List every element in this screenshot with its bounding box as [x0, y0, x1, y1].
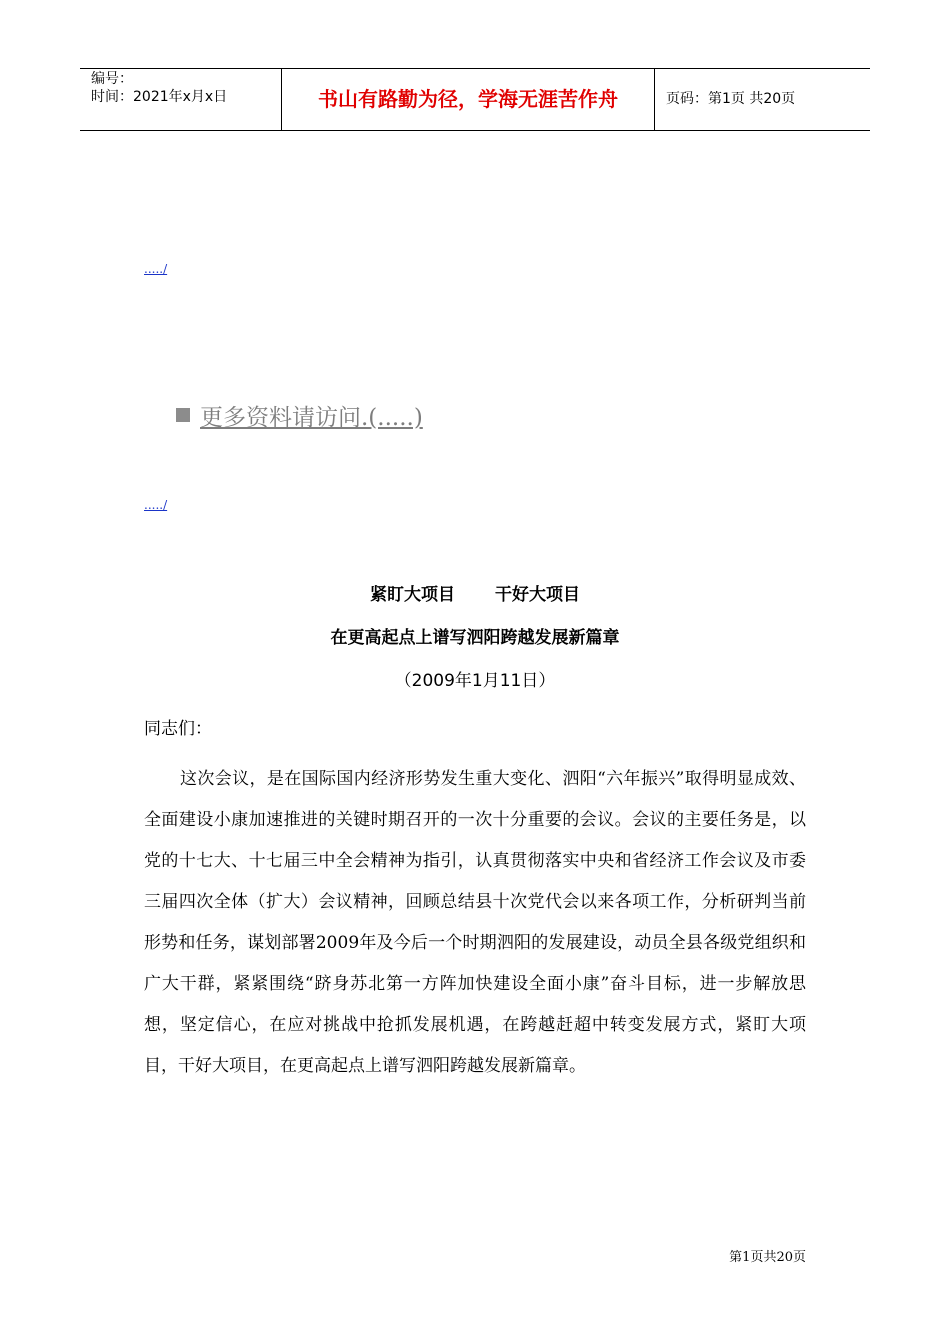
title-part1: 紧盯大项目: [370, 585, 455, 605]
header-table: [80, 68, 870, 131]
salutation: 同志们：: [144, 719, 212, 739]
more-info-link[interactable]: 更多资料请访问.(.....): [200, 405, 423, 431]
square-bullet-icon: [176, 408, 190, 422]
page-footer: 第1页共20页: [729, 1250, 806, 1265]
title-part2: 干好大项目: [495, 585, 580, 605]
top-link[interactable]: ...../: [144, 262, 168, 276]
document-subtitle: 在更高起点上谱写泗阳跨越发展新篇章: [330, 628, 620, 648]
more-info-line: [176, 402, 423, 434]
time-label: 时间：2021年x月x日: [91, 89, 228, 105]
motto: 书山有路勤为径，学海无涯苦作舟: [318, 87, 618, 111]
bottom-link[interactable]: ...../: [144, 498, 168, 512]
number-label: 编号：: [91, 71, 133, 87]
document-date: （2009年1月11日）: [394, 671, 556, 691]
document-title: [0, 580, 950, 605]
header-meta-cell: [80, 69, 282, 130]
header-motto-cell: [282, 69, 655, 130]
body-paragraph: 这次会议，是在国际国内经济形势发生重大变化、泗阳“六年振兴”取得明显成效、全面建设小康加速推进的关键时期召开的一次十分重要的会议。会议的主要任务是，以党的十七大、十七届三中全会精神为指引，认真贯彻落实中央和省经济工作会议及市委三届四次全体（扩大）会议精神，回顾总结县十次党代会以来各项工作，分析研判当前形势和任务，谋划部署2009年及今后一个时期泗阳的发展建设，动员全县各级党组织和广大干群，紧紧围绕“跻身苏北第一方阵加快建设全面小康”奋斗目标，进一步解放思想，坚定信心，在应对挑战中抢抓发展机遇，在跨越赶超中转变发展方式，紧盯大项目，干好大项目，在更高起点上谱写泗阳跨越发展新篇章。: [144, 769, 806, 1076]
page-number-label: 页码：第1页 共20页: [666, 91, 796, 107]
